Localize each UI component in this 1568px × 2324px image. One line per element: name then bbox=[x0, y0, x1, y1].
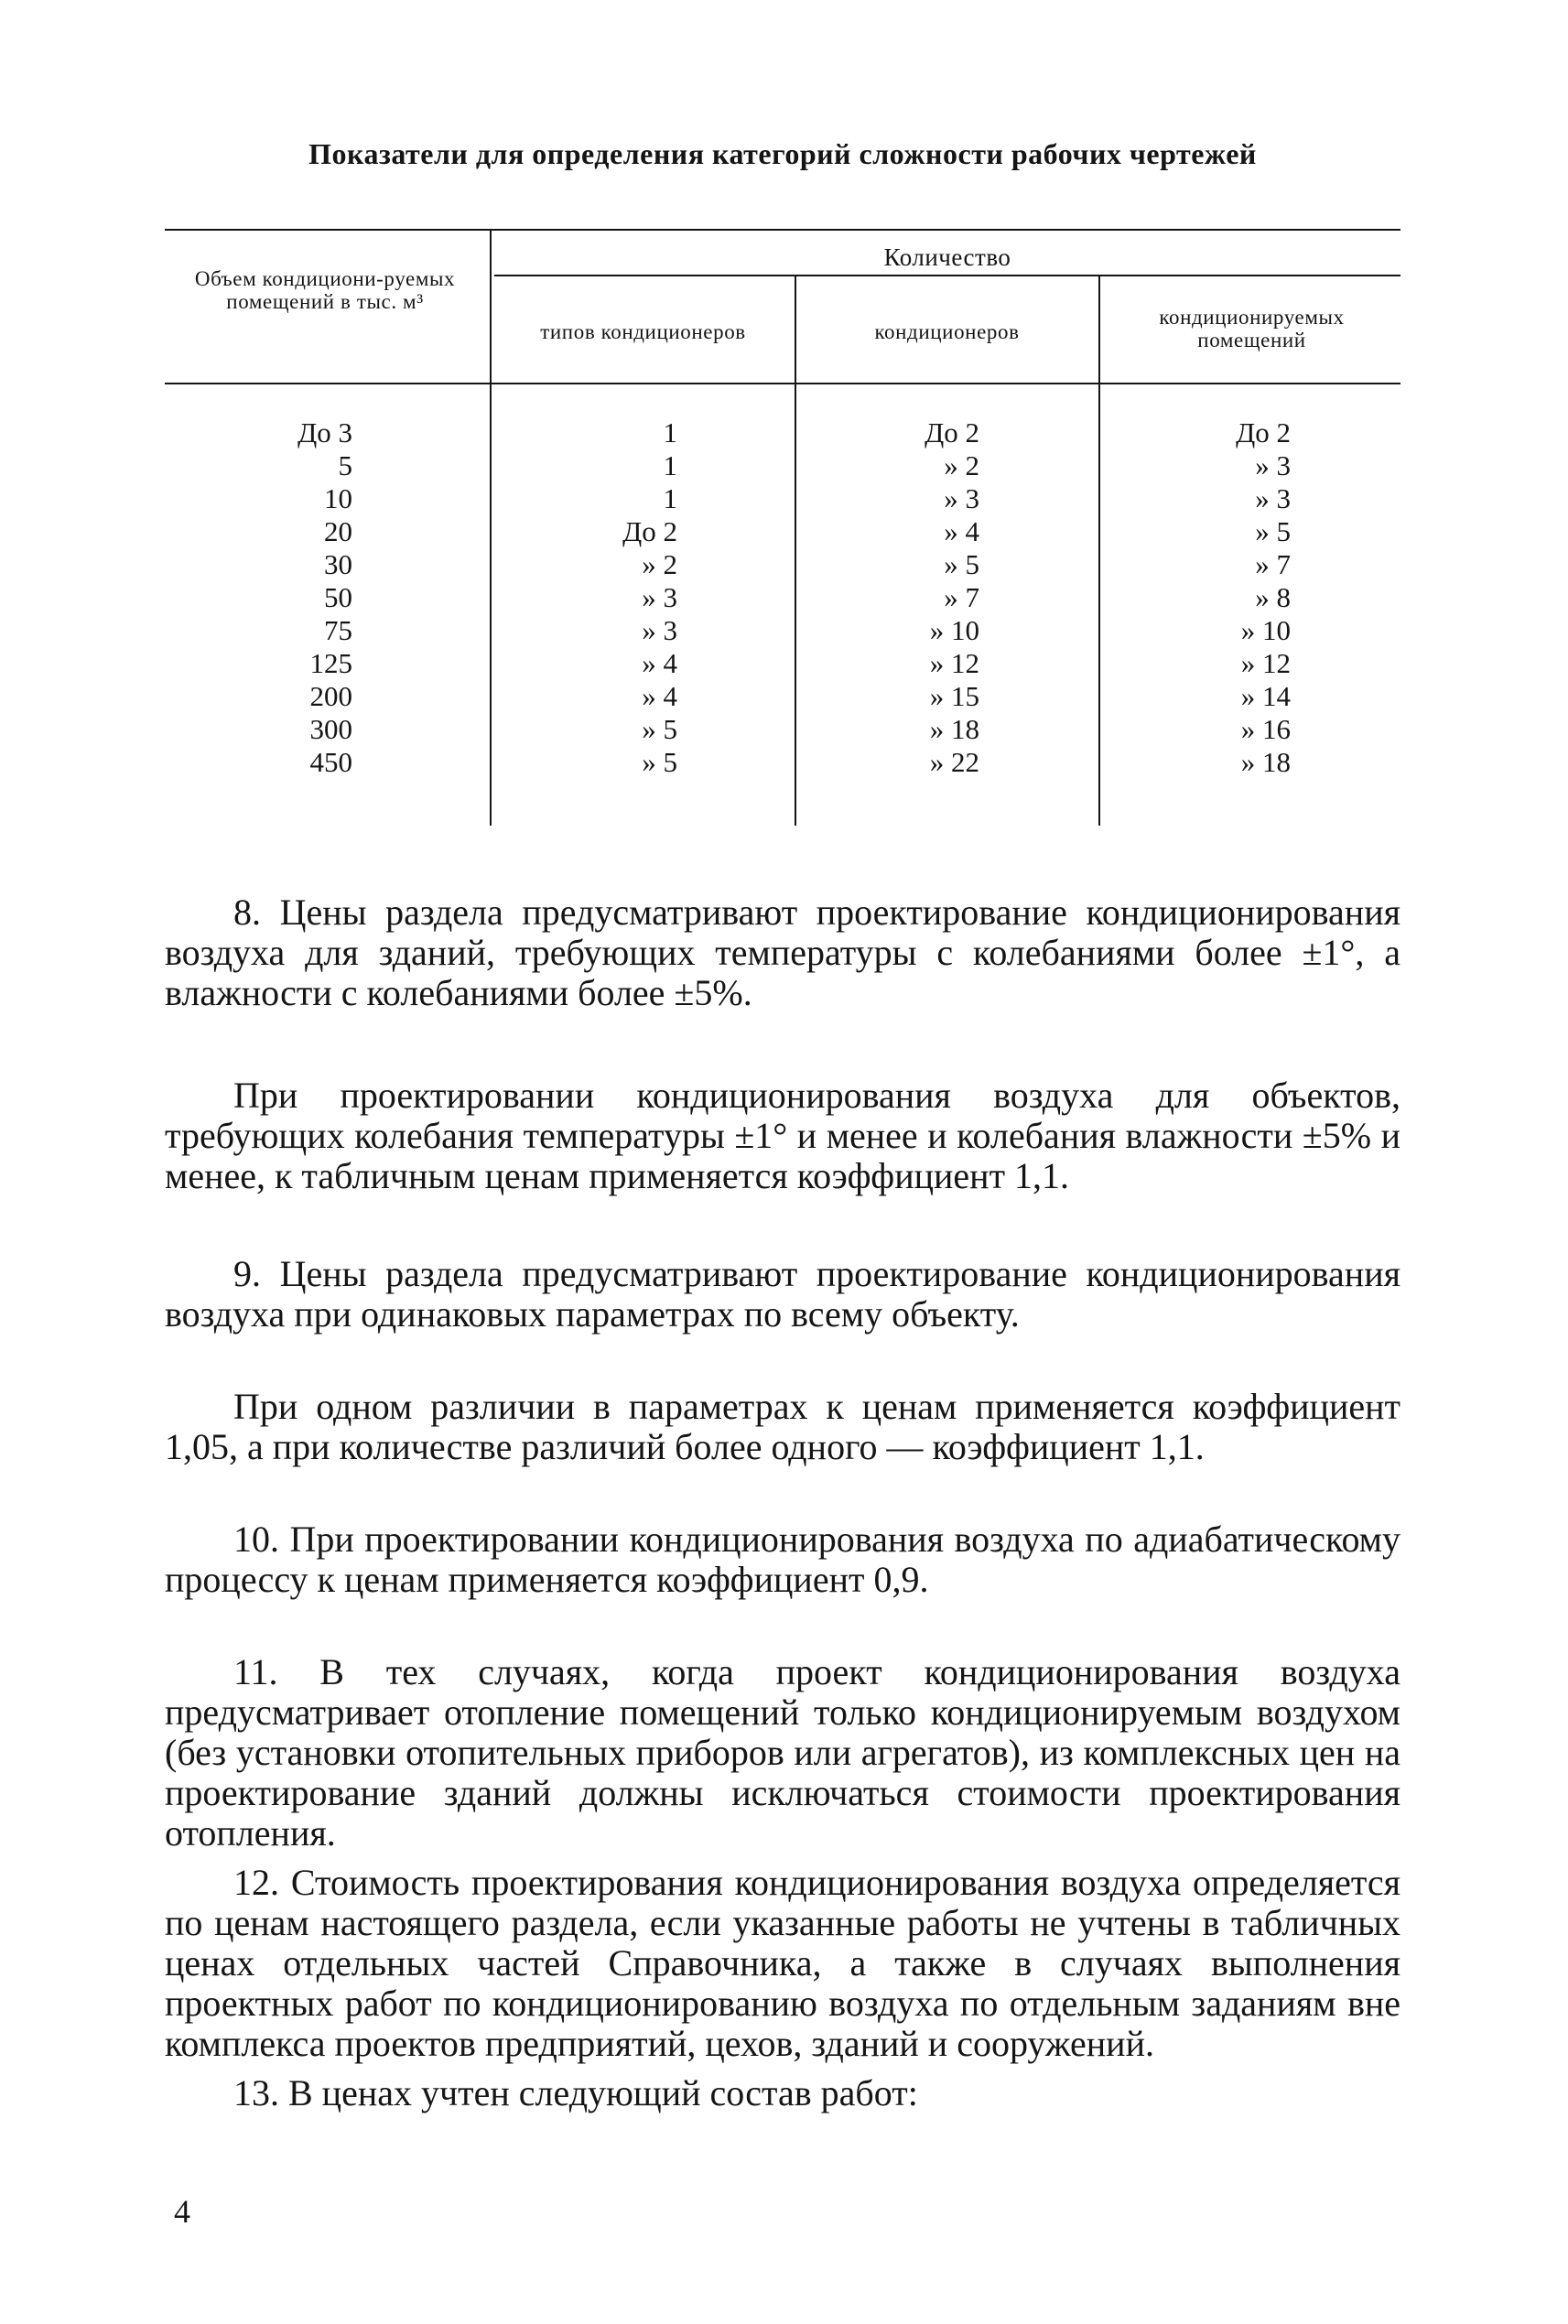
column-units bbox=[851, 416, 979, 779]
column-volume bbox=[165, 416, 352, 779]
units-cell: » 10 bbox=[929, 614, 979, 646]
rooms-cell: » 3 bbox=[1255, 482, 1291, 514]
paragraph-9-note: При одном различии в параметрах к ценам применяется коэффициент 1,05, а при количестве различий более одного — коэффициент 1,1. bbox=[165, 1386, 1400, 1467]
rooms-cell: » 16 bbox=[1240, 713, 1291, 745]
volume-cell: 10 bbox=[324, 482, 352, 514]
rooms-cell: До 2 bbox=[1236, 416, 1291, 449]
column-divider-3 bbox=[1098, 276, 1100, 826]
paragraph-11: 11. В тех случаях, когда проект кондиционирования воздуха предусматривает отопление помещений только кондиционируемым воздухом (без установки отопительных приборов или агрегатов), из комплексных цен на проектирование зданий должны исключаться стоимости проектирования отопления. bbox=[165, 1651, 1400, 1854]
volume-cell: 300 bbox=[309, 713, 352, 745]
rooms-cell: » 5 bbox=[1255, 515, 1291, 547]
units-cell: » 4 bbox=[944, 515, 979, 547]
units-cell: » 5 bbox=[944, 548, 979, 580]
units-cell: » 18 bbox=[929, 713, 979, 745]
volume-cell: 125 bbox=[309, 647, 352, 679]
paragraph-8: 8. Цены раздела предусматривают проектирование кондиционирования воздуха для зданий, требующих температуры с колебаниями более ±1°, а влажности с колебаниями более ±5%. bbox=[165, 892, 1400, 1013]
units-cell: » 2 bbox=[944, 449, 979, 481]
types-cell: До 2 bbox=[622, 515, 677, 547]
table-top-rule bbox=[165, 229, 1400, 231]
units-cell: » 22 bbox=[929, 746, 979, 778]
volume-cell: 20 bbox=[324, 515, 352, 547]
volume-cell: 5 bbox=[338, 449, 352, 481]
paragraph-13: 13. В ценах учтен следующий состав работ: bbox=[233, 2072, 918, 2113]
types-cell: » 3 bbox=[642, 614, 677, 646]
units-cell: » 7 bbox=[944, 581, 979, 613]
header-types: типов кондиционеров bbox=[540, 320, 746, 343]
volume-cell: До 3 bbox=[297, 416, 352, 449]
units-cell: До 2 bbox=[925, 416, 979, 449]
volume-cell: 30 bbox=[324, 548, 352, 580]
header-volume: Объем кондициони-руемых помещений в тыс. м³ bbox=[194, 267, 456, 313]
rooms-cell: » 3 bbox=[1255, 449, 1291, 481]
types-cell: » 5 bbox=[642, 713, 677, 745]
page-number: 4 bbox=[174, 2193, 190, 2230]
units-cell: » 15 bbox=[929, 680, 979, 712]
column-rooms bbox=[1153, 416, 1291, 779]
volume-cell: 450 bbox=[309, 746, 352, 778]
header-bottom-rule bbox=[165, 383, 1400, 384]
rooms-cell: » 7 bbox=[1255, 548, 1291, 580]
rooms-cell: » 18 bbox=[1240, 746, 1291, 778]
paragraph-10: 10. При проектировании кондиционирования воздуха по адиабатическому процессу к ценам применяется коэффициент 0,9. bbox=[165, 1519, 1400, 1600]
paragraph-9: 9. Цены раздела предусматривают проектирование кондиционирования воздуха при одинаковых параметрах по всему объекту. bbox=[165, 1253, 1400, 1335]
volume-cell: 75 bbox=[324, 614, 352, 646]
types-cell: » 4 bbox=[642, 680, 677, 712]
table-title: Показатели для определения категорий сложности рабочих чертежей bbox=[308, 137, 1257, 170]
header-quantity: Количество bbox=[883, 243, 1011, 271]
types-cell: » 2 bbox=[642, 548, 677, 580]
units-cell: » 3 bbox=[944, 482, 979, 514]
column-types bbox=[513, 416, 677, 779]
volume-cell: 200 bbox=[309, 680, 352, 712]
volume-cell: 50 bbox=[324, 581, 352, 613]
paragraph-12: 12. Стоимость проектирования кондиционирования воздуха определяется по ценам настоящего раздела, если указанные работы не учтены в табличных ценах отдельных частей Справочника, а также в случаях выполнения проектных работ по кондиционированию воздуха по отдельным заданиям вне комплекса проектов предприятий, цехов, зданий и сооружений. bbox=[165, 1862, 1400, 2064]
types-cell: 1 bbox=[663, 449, 677, 481]
rooms-cell: » 8 bbox=[1255, 581, 1291, 613]
paragraph-8-note: При проектировании кондиционирования воздуха для объектов, требующих колебания температуры ±1° и менее и колебания влажности ±5% и менее, к табличным ценам применяется коэффициент 1,1. bbox=[165, 1075, 1400, 1196]
header-units: кондиционеров bbox=[874, 320, 1020, 343]
units-cell: » 12 bbox=[929, 647, 979, 679]
types-cell: » 5 bbox=[642, 746, 677, 778]
rooms-cell: » 12 bbox=[1240, 647, 1291, 679]
header-rooms: кондиционируемых помещений bbox=[1159, 306, 1345, 351]
types-cell: » 3 bbox=[642, 581, 677, 613]
types-cell: » 4 bbox=[642, 647, 677, 679]
types-cell: 1 bbox=[663, 482, 677, 514]
column-divider-1 bbox=[490, 231, 492, 826]
header-group-rule bbox=[494, 275, 1400, 276]
rooms-cell: » 10 bbox=[1240, 614, 1291, 646]
column-divider-2 bbox=[795, 276, 796, 826]
types-cell: 1 bbox=[663, 416, 677, 449]
rooms-cell: » 14 bbox=[1240, 680, 1291, 712]
